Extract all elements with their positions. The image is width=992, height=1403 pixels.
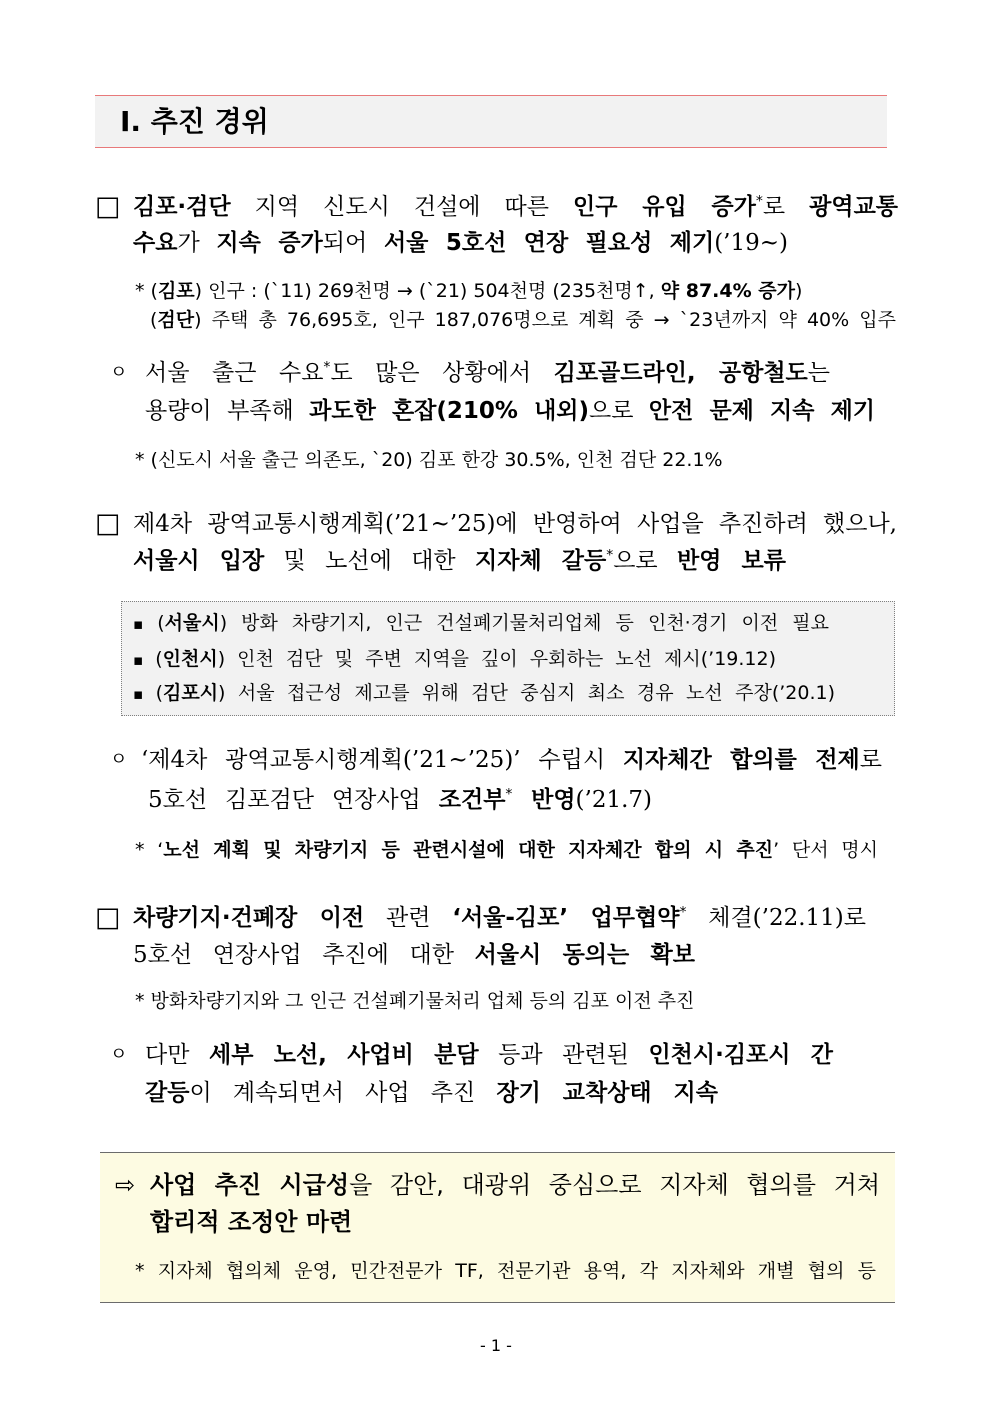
square-bullet: ▪ [133, 685, 150, 703]
sec1-point-line1 [145, 355, 830, 391]
footnote-mark: * [755, 193, 763, 210]
emphasis-text: 지자체 갈등 [475, 548, 607, 574]
body-text: 서울 출근 수요 [145, 360, 324, 386]
emphasis-text: 김포·검단 [133, 194, 231, 220]
footnote-text: ( [150, 309, 158, 331]
body-text: 으로 [589, 398, 649, 424]
sec3-line1 [133, 900, 866, 936]
emphasis-text: 반영 [512, 787, 576, 813]
body-text: 관련 [364, 905, 453, 931]
position-item [133, 679, 835, 707]
section-box-marker: □ [95, 508, 121, 539]
body-text: (’19~) [714, 230, 788, 256]
emphasis-text: 인구 유입 증가 [573, 194, 756, 220]
emphasis-text: 서울시 입장 [133, 548, 265, 574]
emphasis-text: 갈등 [145, 1080, 190, 1106]
sec1-point-line2 [145, 393, 875, 429]
emphasis-text: ‘서울-김포’ 업무협약 [452, 905, 680, 931]
point-marker: ㅇ [110, 1044, 128, 1065]
position-item [133, 645, 776, 673]
body-text: 가 [177, 230, 217, 256]
square-bullet: ▪ [133, 651, 150, 669]
sec2-point-footnote [135, 836, 878, 864]
footnote-text: ) 서울 접근성 제고를 위해 검단 중심지 최소 경유 노선 주장(’20.1) [218, 682, 836, 704]
party-name: 김포시 [162, 682, 219, 704]
sec1-footnote-line2 [150, 306, 896, 334]
section-heading [95, 95, 887, 148]
sec3-point-line1 [145, 1037, 833, 1073]
emphasis-text: 안전 문제 지속 제기 [648, 398, 876, 424]
body-text: 지역 신도시 건설에 따른 [230, 194, 574, 220]
body-text: ‘제4차 광역교통시행계획(’21~’25)’ 수립시 [141, 747, 623, 773]
body-text: 5호선 김포검단 연장사업 [148, 787, 439, 813]
sec1-footnote-line1 [135, 277, 802, 305]
sec1-line1 [133, 189, 898, 225]
emphasis-text: 김포골드라인, 공항철도 [553, 360, 808, 386]
conclusion-footnote: * 지자체 협의체 운영, 민간전문가 TF, 전문기관 용역, 각 지자체와 개별 협의 등 [135, 1260, 876, 1282]
footnote-text: ( [155, 682, 163, 704]
emphasis-text: 광역교통 [809, 194, 899, 220]
footnote-mark: * [505, 786, 513, 803]
body-text: 및 노선에 대한 [264, 548, 476, 574]
footnote-text: ) 인천 검단 및 주변 지역을 깊이 우회하는 노선 제시(’19.12) [217, 648, 777, 670]
party-name: 인천시 [162, 648, 218, 670]
footnote-text: * ‘ [135, 839, 164, 861]
body-text: 도 많은 상황에서 [330, 360, 554, 386]
footnote-text: * ( [135, 280, 158, 302]
point-marker: ㅇ [110, 362, 128, 383]
sec2-point-line1 [141, 742, 882, 778]
emphasis-text: 지자체간 합의를 전제 [622, 747, 860, 773]
emphasis-text: 과도한 혼잡(210% 내외) [309, 398, 590, 424]
sec2-line1: 제4차 광역교통시행계획(’21~’25)에 반영하여 사업을 추진하려 했으나, [133, 511, 897, 537]
section-box-marker: □ [95, 191, 121, 222]
sec2-line2 [133, 543, 786, 579]
emphasis-text: 서울시 동의는 확보 [474, 942, 695, 968]
body-text: 을 감안, 대광위 중심으로 지자체 협의를 거쳐 [349, 1171, 881, 1199]
emphasis-text: 반영 보류 [677, 548, 786, 574]
emphasis-text: 차량기지·건폐장 이전 [133, 905, 365, 931]
sec3-point-line2 [145, 1075, 718, 1111]
footnote-mark: * [679, 904, 687, 921]
emphasis-text: 지속 증가 [216, 230, 323, 256]
stakeholder-positions-box [121, 601, 895, 716]
section-box-marker: □ [95, 902, 121, 933]
conclusion-arrow-icon: ⇨ [115, 1171, 136, 1199]
body-text: 로 [762, 194, 810, 220]
body-text: 등과 관련된 [478, 1042, 649, 1068]
footnote-text: ) 방화 차량기지, 인근 건설폐기물처리업체 등 인천·경기 이전 필요 [219, 612, 829, 634]
footnote-text: ’ 단서 명시 [773, 839, 878, 861]
sec1-line2 [133, 225, 788, 261]
emphasis-text: 사업 추진 시급성 [150, 1171, 350, 1199]
page-number: - 1 - [480, 1336, 512, 1355]
conclusion-box [100, 1152, 895, 1303]
conclusion-line2: 합리적 조정안 마련 [150, 1208, 353, 1236]
body-text: 되어 [322, 230, 384, 256]
sec2-point-line2 [148, 782, 652, 818]
body-text: 5호선 연장사업 추진에 대한 [133, 942, 475, 968]
emphasis-text: 인천시·김포시 간 [648, 1042, 833, 1068]
point-marker: ㅇ [110, 749, 128, 770]
body-text: 이 계속되면서 사업 추진 [189, 1080, 497, 1106]
body-text: 으로 [613, 548, 678, 574]
sec3-footnote: * 방화차량기지와 그 인근 건설폐기물처리 업체 등의 김포 이전 추진 [135, 990, 695, 1012]
footnote-mark: * [606, 547, 614, 564]
position-item [133, 609, 829, 637]
sec1-point-footnote: * (신도시 서울 출근 의존도, `20) 김포 한강 30.5%, 인천 검단 22.1% [135, 449, 723, 471]
section-title: Ⅰ. 추진 경위 [120, 105, 269, 138]
footnote-mark: * [323, 359, 331, 376]
body-text: 용량이 부족해 [145, 398, 310, 424]
emphasis-text: 약 87.4% 증가 [660, 280, 795, 302]
emphasis-text: 수요 [133, 230, 178, 256]
body-text: 는 [807, 360, 830, 386]
square-bullet: ▪ [133, 615, 152, 633]
emphasis-text: 서울 5호선 연장 필요성 제기 [383, 230, 715, 256]
conclusion-line1 [150, 1167, 880, 1203]
body-text: 로 [859, 747, 882, 773]
emphasis-text: 장기 교착상태 지속 [496, 1080, 718, 1106]
footnote-text: ) 주택 총 76,695호, 인구 187,076명으로 계획 중 → `23년까지 약 40% 입주 [194, 309, 896, 331]
footnote-text: ) 인구 : (`11) 269천명 → (`21) 504천명 (235천명↑, [194, 280, 661, 302]
party-name: 서울시 [164, 612, 220, 634]
footnote-text: ) [794, 280, 803, 302]
footnote-text: ( [155, 648, 163, 670]
body-text: (’21.7) [575, 787, 653, 813]
body-text: 다만 [145, 1042, 210, 1068]
emphasis-text: 노선 계획 및 차량기지 등 관련시설에 대한 지자체간 합의 시 추진 [163, 839, 774, 861]
emphasis-text: 검단 [157, 309, 195, 331]
sec3-line2 [133, 937, 695, 973]
body-text: 체결(’22.11)로 [686, 905, 866, 931]
emphasis-text: 조건부 [438, 787, 506, 813]
emphasis-text: 세부 노선, 사업비 분담 [209, 1042, 479, 1068]
emphasis-text: 김포 [157, 280, 195, 302]
footnote-text: ( [157, 612, 165, 634]
